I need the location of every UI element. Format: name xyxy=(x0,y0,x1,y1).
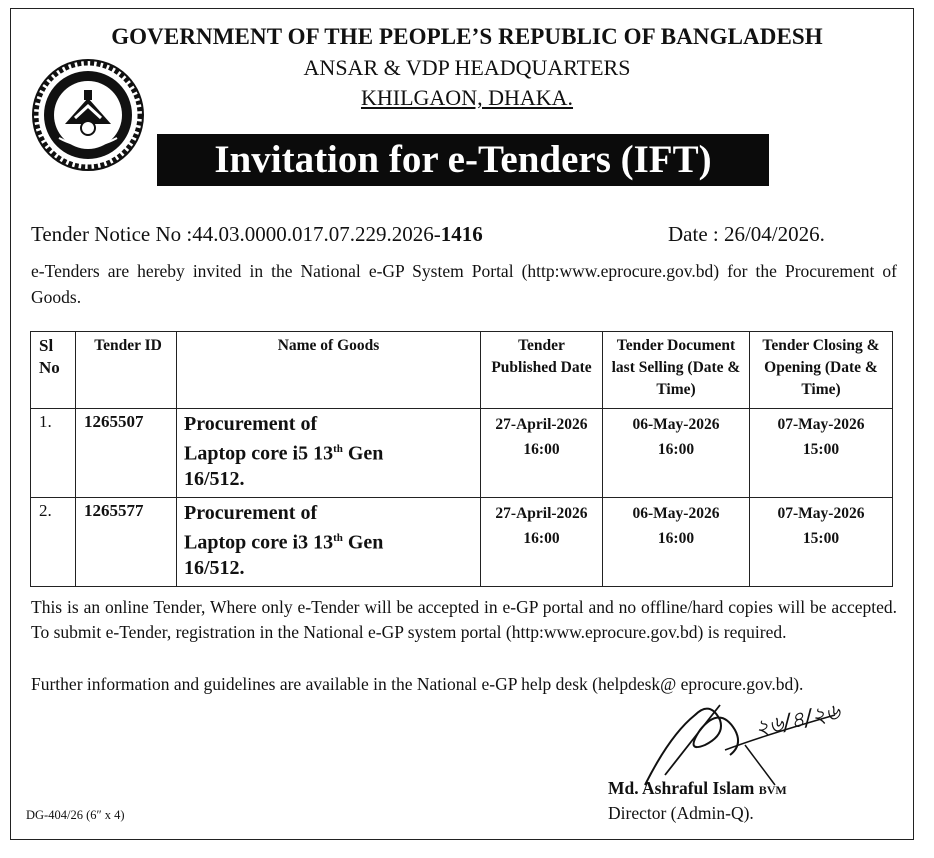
col-last-selling: Tender Document last Selling (Date & Time) xyxy=(603,332,750,409)
col-tender-id: Tender ID xyxy=(76,332,177,409)
table-header-row xyxy=(31,332,893,409)
online-tender-paragraph: This is an online Tender, Where only e-Tender will be accepted in e-GP portal and no offline/hard copies will be accepted. To submit e-Tender, registration in the National e-GP system portal (http:www.eprocure.gov.bd) is required. xyxy=(31,597,897,642)
notice-date: Date : 26/04/2026. xyxy=(668,222,825,246)
row-tender-id: 1265577 xyxy=(76,498,177,587)
table-row xyxy=(31,498,893,587)
header-government: GOVERNMENT OF THE PEOPLE’S REPUBLIC OF BANGLADESH xyxy=(111,24,823,49)
row-sl: 2. xyxy=(31,498,76,587)
tender-table xyxy=(30,331,893,587)
row-closing: 07-May-2026 15:00 xyxy=(750,409,893,498)
row-last-selling: 06-May-2026 16:00 xyxy=(603,498,750,587)
row-goods: Procurement of Laptop core i3 13th Gen 16/512. xyxy=(177,498,481,587)
header-organization: ANSAR & VDP HEADQUARTERS xyxy=(303,55,631,80)
col-sl-no: Sl No xyxy=(31,332,76,409)
tender-notice-number: Tender Notice No :44.03.0000.017.07.229.2026-1416 xyxy=(31,222,483,246)
intro-paragraph: e-Tenders are hereby invited in the National e-GP System Portal (http:www.eprocure.gov.bd) for the Procurement of Goods. xyxy=(31,261,897,307)
signer-designation: Director (Admin-Q). xyxy=(608,803,754,823)
row-published: 27-April-2026 16:00 xyxy=(481,498,603,587)
row-tender-id: 1265507 xyxy=(76,409,177,498)
col-name-of-goods: Name of Goods xyxy=(177,332,481,409)
row-closing: 07-May-2026 15:00 xyxy=(750,498,893,587)
row-sl: 1. xyxy=(31,409,76,498)
row-published: 27-April-2026 16:00 xyxy=(481,409,603,498)
reference-code: DG-404/26 (6″ x 4) xyxy=(26,808,125,822)
col-closing-opening: Tender Closing & Opening (Date & Time) xyxy=(750,332,893,409)
further-info-paragraph: Further information and guidelines are available in the National e-GP help desk (helpdesk@ eprocure.gov.bd). xyxy=(31,674,804,694)
row-goods: Procurement of Laptop core i5 13th Gen 16/512. xyxy=(177,409,481,498)
signer-name: Md. Ashraful Islam BVM xyxy=(608,778,787,798)
row-last-selling: 06-May-2026 16:00 xyxy=(603,409,750,498)
header-address: KHILGAON, DHAKA. xyxy=(360,85,574,110)
col-published-date: Tender Published Date xyxy=(481,332,603,409)
ift-banner: Invitation for e-Tenders (IFT) xyxy=(157,134,769,186)
table-row xyxy=(31,409,893,498)
svg-text:২৬/৪/২৬: ২৬/৪/২৬ xyxy=(752,699,843,742)
